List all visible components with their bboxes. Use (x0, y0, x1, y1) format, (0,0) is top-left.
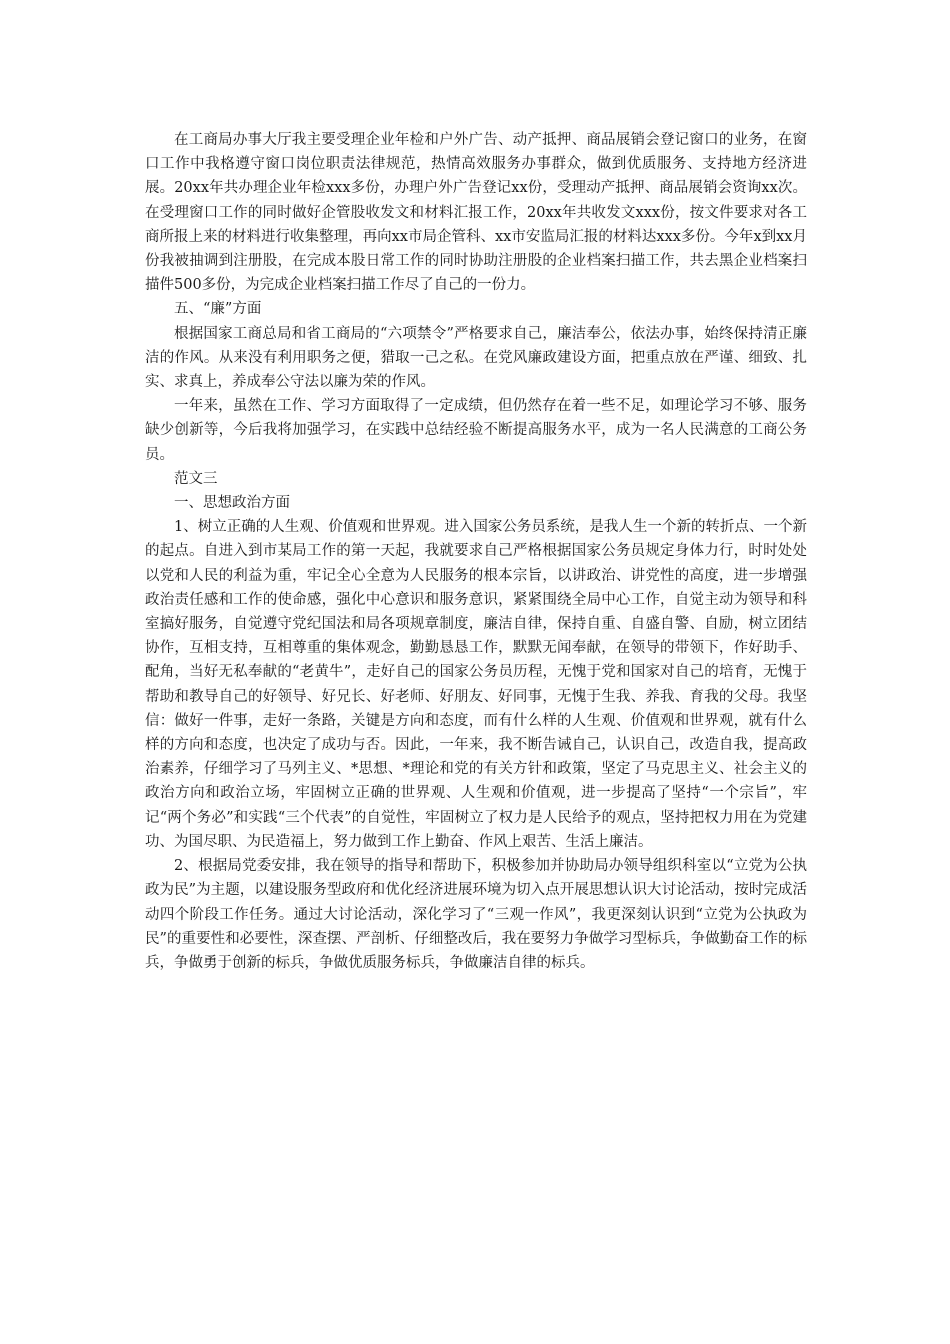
paragraph-summary: 一年来，虽然在工作、学习方面取得了一定成绩，但仍然存在着一些不足，如理论学习不够、服务缺少创新等，今后我将加强学习，在实践中总结经验不断提高服务水平，成为一名人民满意的工商公务员。 (145, 398, 807, 463)
document-body (145, 128, 807, 975)
section-heading-political: 一、思想政治方面 (174, 495, 290, 512)
paragraph-window-work: 在工商局办事大厅我主要受理企业年检和户外广告、动产抵押、商品展销会登记窗口的业务，在窗口工作中我格遵守窗口岗位职责法律规范，热情高效服务办事群众，做到优质服务、支持地方经济进展。20xx年共办理企业年检xxx多份，办理户外广告登记xx份，受理动产抵押、商品展销会资询xx次。在受理窗口工作的同时做好企管股收发文和材料汇报工作，20xx年共收发文xxx份，按文件要求对各工商所报上来的材料进行收集整理，再向xx市局企管科、xx市安监局汇报的材料达xxx多份。今年x到xx月份我被抽调到注册股，在完成本股日常工作的同时协助注册股的企业档案扫描工作，共去黑企业档案扫描件500多份，为完成企业档案扫描工作尽了自己的一份力。 (145, 132, 807, 294)
sample-title: 范文三 (174, 470, 218, 487)
paragraph-worldview: 1、树立正确的人生观、价值观和世界观。进入国家公务员系统，是我人生一个新的转折点、一个新的起点。自进入到市某局工作的第一天起，我就要求自己严格根据国家公务员规定身体力行，时时处处以党和人民的利益为重，牢记全心全意为人民服务的根本宗旨，以讲政治、讲党性的高度，进一步增强政治责任感和工作的使命感，强化中心意识和服务意识，紧紧围绕全局中心工作，自觉主动为领导和科室搞好服务，自觉遵守党纪国法和局各项规章制度，廉洁自律，保持自重、自盛自警、自励，树立团结协作，互相支持，互相尊重的集体观念，勤勤恳恳工作，默默无闻奉献，在领导的带领下，作好助手、配角，当好无私奉献的“老黄牛”，走好自己的国家公务员历程，无愧于党和国家对自己的培育，无愧于帮助和教导自己的好领导、好兄长、好老师、好朋友、好同事，无愧于生我、养我、育我的父母。我坚信：做好一件事，走好一条路，关键是方向和态度，而有什么样的人生观、价值观和世界观，就有什么样的方向和态度，也决定了成功与否。因此，一年来，我不断告诫自己，认识自己，改造自我，提高政治素养，仔细学习了马列主义、*思想、*理论和党的有关方针和政策，坚定了马克思主义、社会主义的政治方向和政治立场，牢固树立正确的世界观、人生观和价值观，进一步提高了坚持“一个宗旨”，牢记“两个务必”和实践“三个代表”的自觉性，牢固树立了权力是人民给予的观点，坚持把权力用在为党建功、为国尽职、为民造福上，努力做到工作上勤奋、作风上艰苦、生活上廉洁。 (145, 519, 807, 850)
paragraph-integrity: 根据国家工商总局和省工商局的“六项禁令”严格要求自己，廉洁奉公，依法办事，始终保持清正廉洁的作风。从来没有利用职务之便，猎取一己之私。在党风廉政建设方面，把重点放在严谨、细致、扎实、求真上，养成奉公守法以廉为荣的作风。 (145, 325, 807, 391)
paragraph-discussion: 2、根据局党委安排，我在领导的指导和帮助下，积极参加并协助局办领导组织科室以“立党为公执政为民”为主题，以建设服务型政府和优化经济进展环境为切入点开展思想认识大讨论活动，按时完成活动四个阶段工作任务。通过大讨论活动，深化学习了“三观一作风”，我更深刻认识到“立党为公执政为民”的重要性和必要性，深查摆、严剖析、仔细整改后，我在要努力争做学习型标兵，争做勤奋工作的标兵，争做勇于创新的标兵，争做优质服务标兵，争做廉洁自律的标兵。 (145, 858, 807, 971)
section-heading-integrity: 五、“廉”方面 (174, 301, 262, 318)
